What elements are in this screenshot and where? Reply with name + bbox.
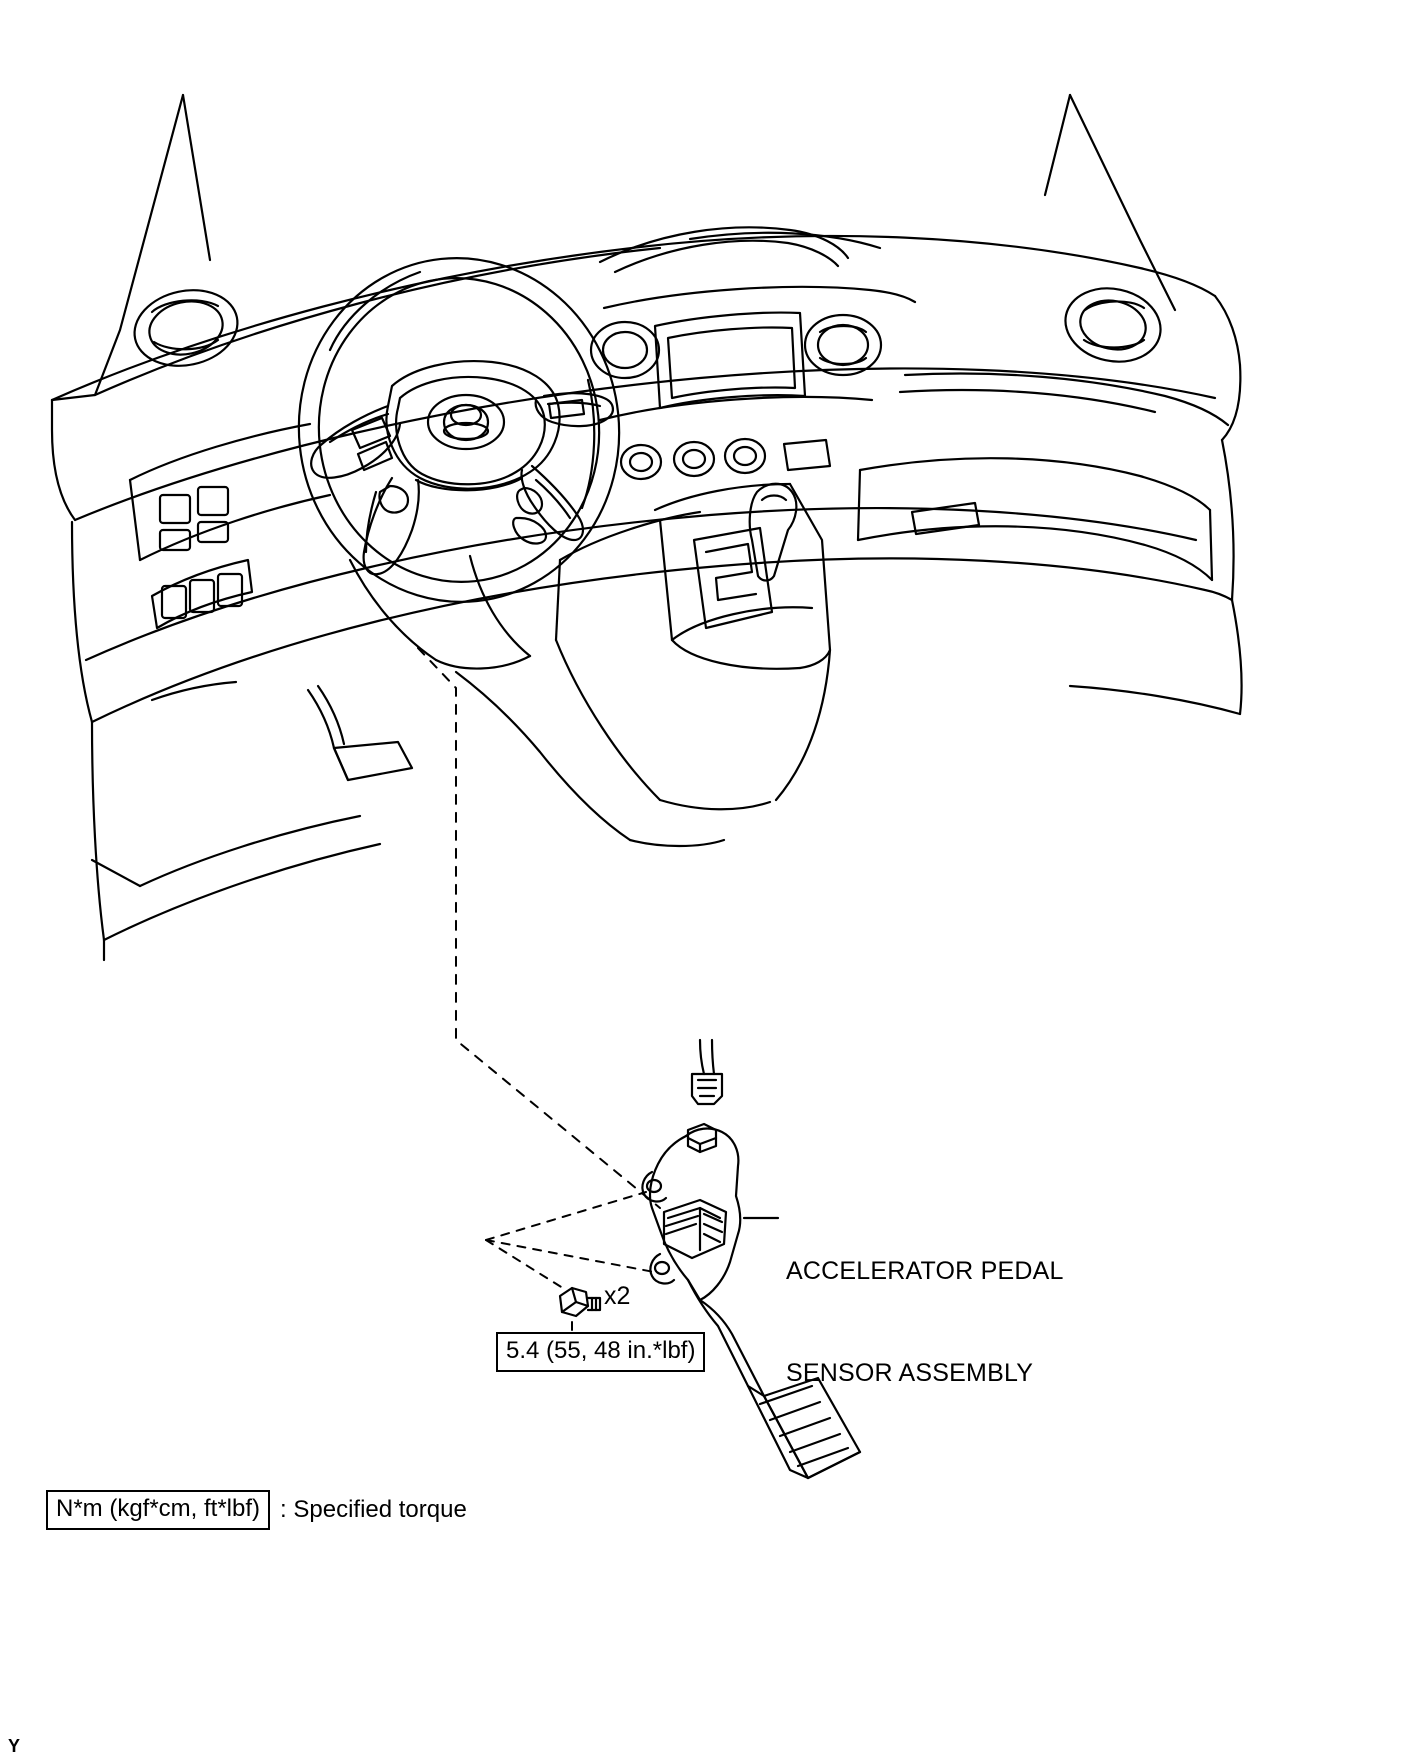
legend (46, 1490, 467, 1530)
legend-description: : Specified torque (280, 1496, 467, 1523)
bolt-leader-lines (486, 1192, 654, 1290)
leader-line (418, 648, 660, 1208)
torque-spec-box: 5.4 (55, 48 in.*lbf) (496, 1332, 705, 1372)
dashboard-illustration (52, 95, 1242, 960)
corner-mark: Y (8, 1736, 21, 1756)
bolt-quantity-label: x2 (604, 1282, 631, 1310)
callout-accelerator-pedal-sensor-assembly (786, 1186, 1064, 1458)
callout-line-2: SENSOR ASSEMBLY (786, 1359, 1034, 1387)
legend-units-box: N*m (kgf*cm, ft*lbf) (46, 1490, 270, 1530)
callout-line-1: ACCELERATOR PEDAL (786, 1257, 1064, 1285)
bolt-illustration (560, 1288, 600, 1316)
steering-wheel-illustration (282, 242, 636, 618)
